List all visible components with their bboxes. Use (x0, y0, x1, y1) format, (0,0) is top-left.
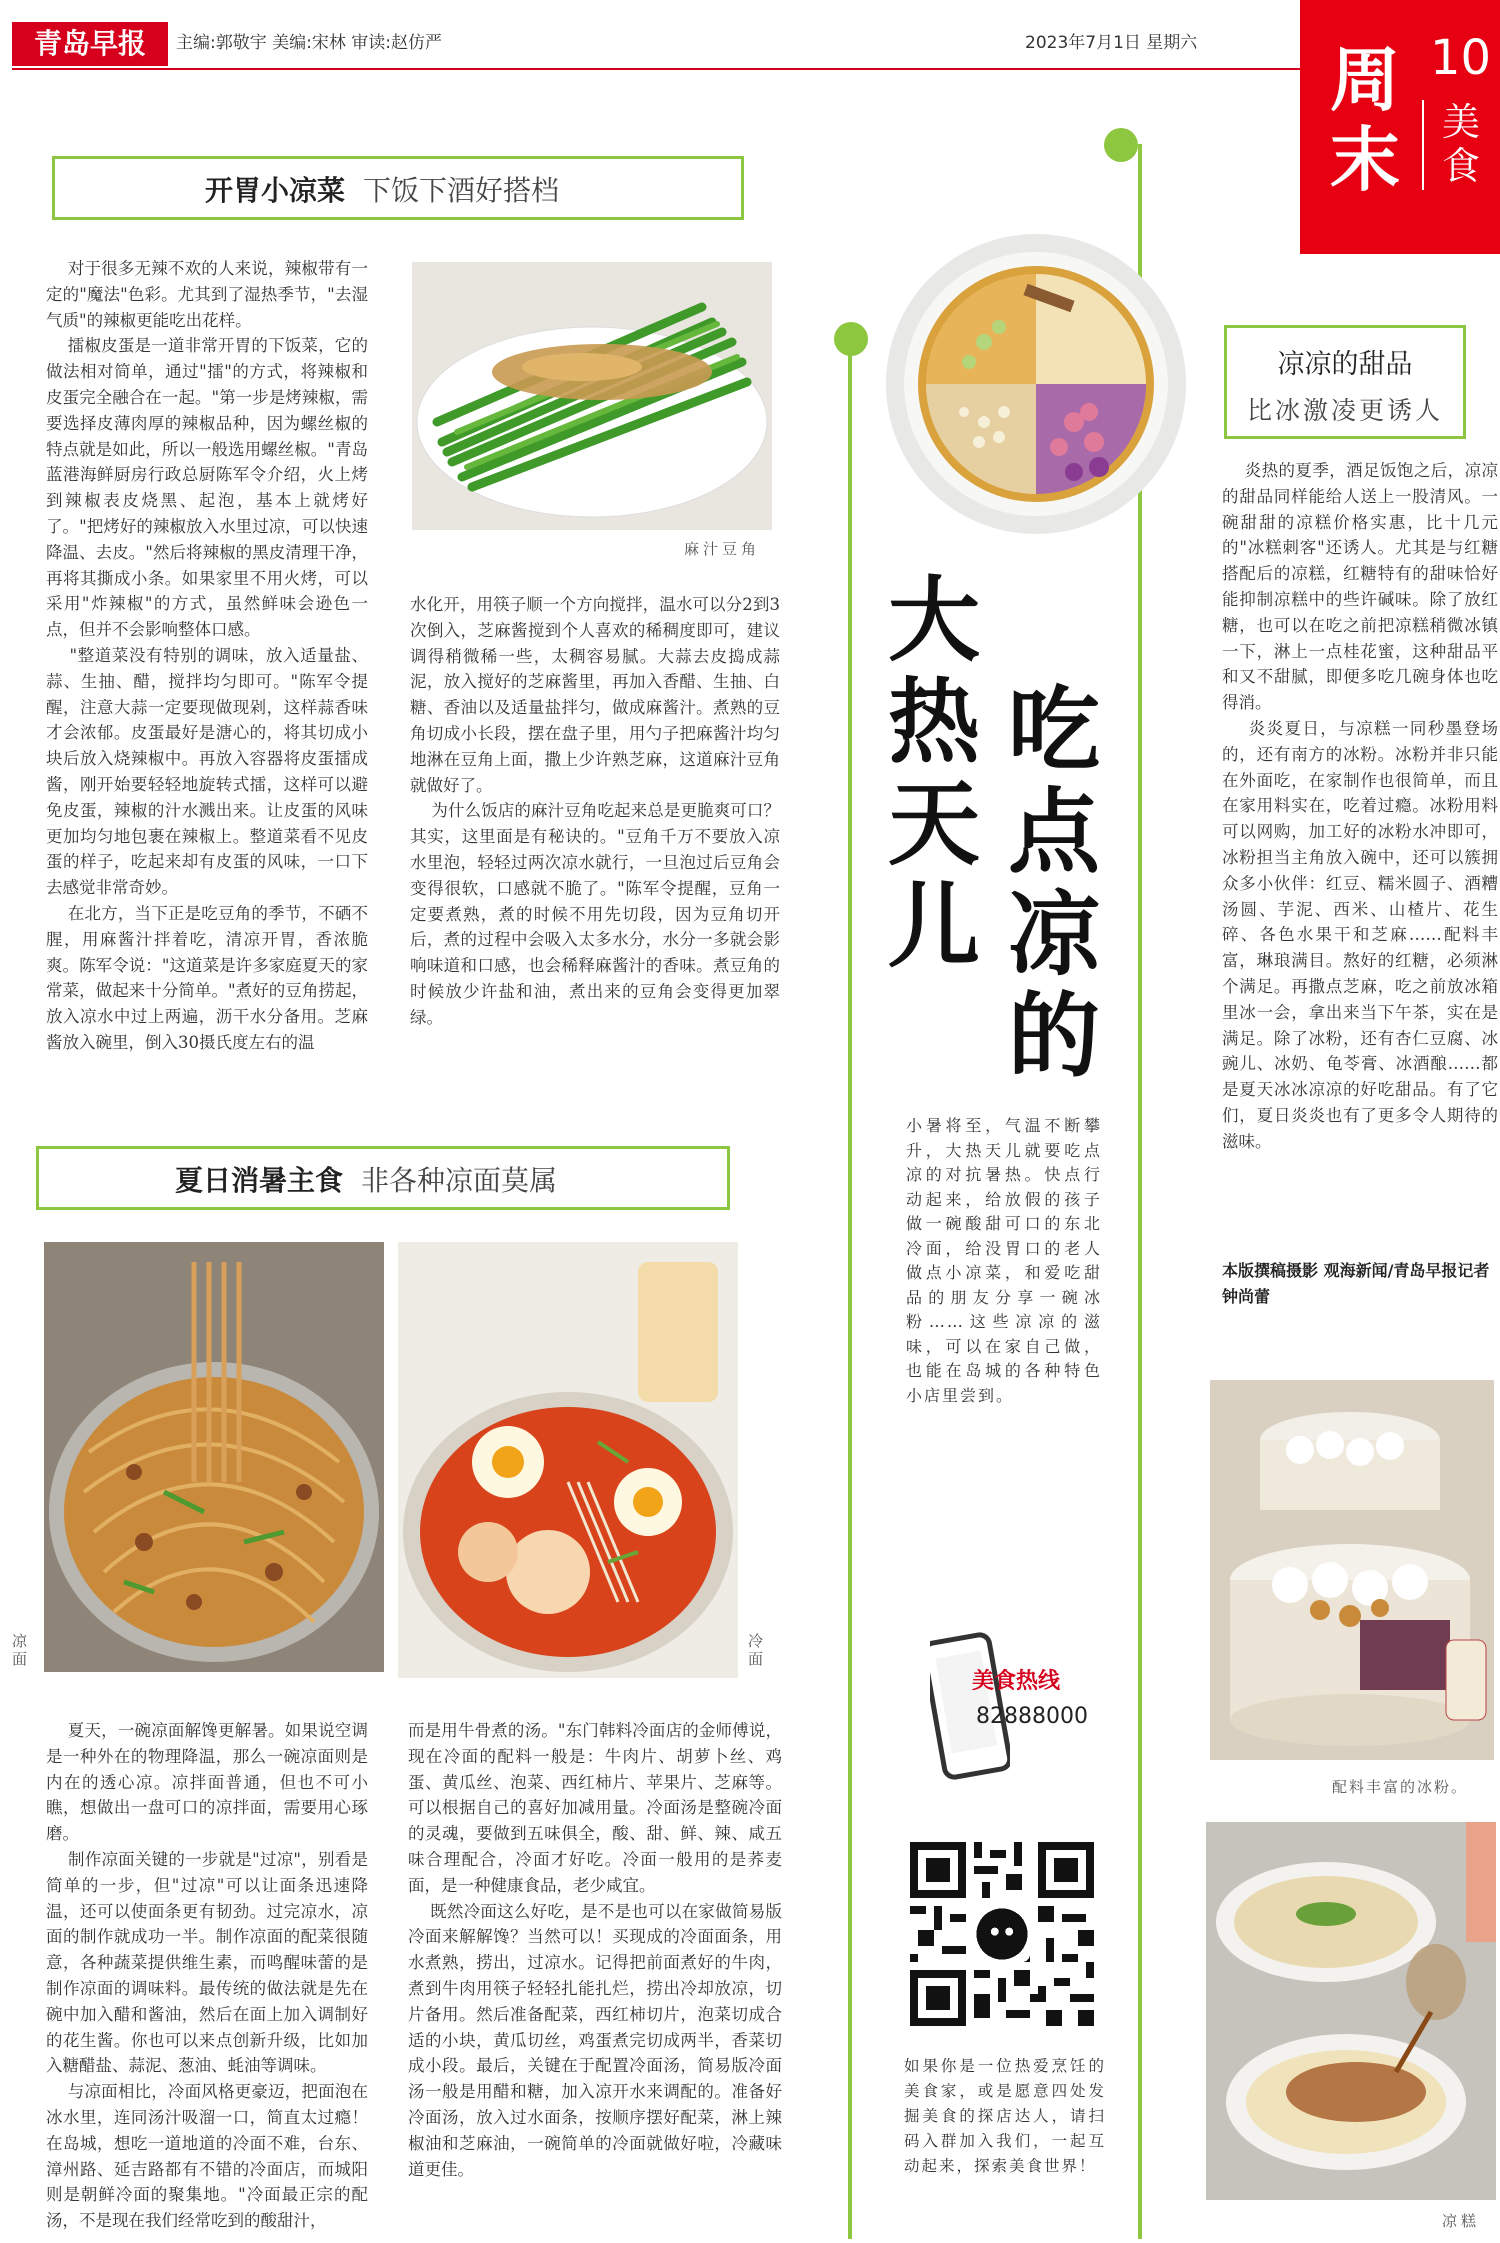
page-number: 10 (1430, 30, 1492, 86)
section3-body: 炎热的夏季，酒足饭饱之后，凉凉的甜品同样能给人送上一股清风。一碗甜甜的凉糕价格实惠，比十几元的"冰糕刺客"还诱人。尤其是与红糖搭配后的凉糕，红糖特有的甜味恰好能抑制凉糕中的些许碱味。除了放红糖，也可以在吃之前把凉糕稍微冰镇一下，淋上一点桂花蜜，这种甜品平和又不甜腻，即便多吃几碗身体也吃得消。 炎炎夏日，与凉糕一同秒墨登场的，还有南方的冰粉。冰粉并非只能在外面吃，在家制作也很简单，而且在家用料实在，吃着过瘾。冰粉用料可以网购，加工好的冰粉水冲即可，冰粉担当主角放入碗中，还可以簇拥众多小伙伴：红豆、糯米圆子、酒糟汤圆、芋泥、西米、山楂片、花生碎、各色水果干和芝麻……配料丰富，琳琅满目。熬好的红糖，必须淋个满足。再撒点芝麻，吃之前放冰箱里冰一会，拿出来当下午茶，实在是满足。除了冰粉，还有杏仁豆腐、冰豌儿、冰奶、龟苓膏、冰酒酿……都是夏天冰冰凉凉的好吃甜品。有了它们，夏日炎炎也有了更多令人期待的滋味。 (1222, 461, 1498, 1151)
green-vertical-rule-left (848, 336, 852, 2239)
section2-column-1: 夏天，一碗凉面解馋更解暑。如果说空调是一种外在的物理降温，那么一碗凉面则是内在的透心凉。凉拌面普通，但也不可小瞧，想做出一盘可口的凉拌面，需要用心琢磨。 制作凉面关键的一步就是"过凉"，别看是简单的一步，但"过凉"可以让面条迅速降温，还可以使面条更有韧劲。过完凉水，凉面的制作就成功一半。制作凉面的配菜很随意，各种蔬菜提供维生素，而鸣醒味蕾的是制作凉面的调味料。最传统的做法就是先在碗中加入醋和酱油，然后在面上加入调制好的花生酱。你也可以来点创新升级，比如加入糖醋盐、蒜泥、葱油、蚝油等调味。 与凉面相比，冷面风格更豪迈，把面泡在冰水里，连同汤汁吸溜一口，简直太过瘾！在岛城，想吃一道地道的冷面不难，台东、漳州路、延吉路都有不错的冷面店，而城阳则是朝鲜冷面的聚集地。"冷面最正宗的配汤，不是现在我们经常吃到的酸甜汁， (46, 1721, 368, 2231)
main-title-line-1: 大热天儿 (887, 567, 980, 980)
section3-subtitle: 比冰激凌更诱人 (1246, 396, 1443, 425)
section3-title: 凉凉的甜品 (1277, 349, 1413, 380)
korean-cold-noodles-illustration (398, 1242, 738, 1678)
liangao-illustration (1206, 1822, 1496, 2200)
dessert-bowl-photo (884, 232, 1188, 536)
section3-headline (1224, 325, 1466, 439)
section2-headline (36, 1146, 730, 1210)
cold-noodles-illustration (44, 1242, 384, 1672)
liangao-photo (1206, 1822, 1496, 2200)
reporter-credit: 本版撰稿摄影 观海新闻/青岛早报记者 钟尚蕾 (1222, 1261, 1490, 1306)
qr-code[interactable] (910, 1842, 1094, 2026)
green-dot-left (834, 322, 868, 356)
banner-divider (1422, 100, 1424, 190)
section2-subtitle: 非各种凉面莫属 (361, 1164, 558, 1197)
page-category: 美食 (1442, 100, 1481, 188)
editors-line: 主编:郭敬宇 美编:宋林 审读:赵仿严 (176, 33, 442, 53)
section1-title: 开胃小凉菜 (205, 174, 346, 207)
green-dot-top (1104, 128, 1138, 162)
bingfen-illustration (1210, 1380, 1494, 1760)
bingfen-photo (1210, 1380, 1494, 1760)
main-title-line-2: 吃点凉的 (1007, 677, 1100, 1090)
section1-subtitle: 下饭下酒好搭档 (363, 174, 560, 207)
cold-noodles-photo (44, 1242, 384, 1672)
section1-column-1: 对于很多无辣不欢的人来说，辣椒带有一定的"魔法"色彩。尤其到了湿热季节，"去湿气质"的辣椒更能吃出花样。 擂椒皮蛋是一道非常开胃的下饭菜，它的做法相对简单，通过"擂"的方式，将辣椒和皮蛋完全融合在一起。"第一步是烤辣椒，需要选择皮薄肉厚的辣椒品种，因为螺丝椒的特点就是如此，所以一般选用螺丝椒。"青岛蓝港海鲜厨房行政总厨陈军令介绍，火上烤到辣椒表皮烧黑、起泡，基本上就烤好了。"把烤好的辣椒放入水里过凉，可以快速降温、去皮。"然后将辣椒的黑皮清理干净，再将其撕成小条。如果家里不用火烤，可以采用"炸辣椒"的方式，虽然鲜味会逊色一点，但并不会影响整体口感。 "整道菜没有特别的调味，放入适量盐、蒜、生抽、醋，搅拌均匀即可。"陈军令提醒，注意大蒜一定要现做现剁，这样蒜香味才会浓郁。皮蛋最好是溏心的，将其切成小块后放入烧辣椒中。再放入容器将皮蛋擂成酱，刚开始要轻轻地旋转式擂，这样可以避免皮蛋，辣椒的汁水溅出来。让皮蛋的风味更加均匀地包裹在辣椒上。整道菜看不见皮蛋的样子，吃起来却有皮蛋的风味，一口下去感觉非常奇妙。 在北方，当下正是吃豆角的季节，不硒不腥，用麻酱汁拌着吃，清凉开胃，香浓脆爽。陈军令说："这道菜是许多家庭夏天的家常菜，做起来十分简单。"煮好的豆角捞起，放入凉水中过上两遍，沥干水分备用。芝麻酱放入碗里，倒入30摄氏度左右的温 (46, 259, 368, 1052)
section1-column-2: 水化开，用筷子顺一个方向搅拌，温水可以分2到3次倒入，芝麻酱搅到个人喜欢的稀稠度即可，建议调得稍微稀一些，太稠容易腻。大蒜去皮捣成蒜泥，放入搅好的芝麻酱里，再加入香醋、生抽、白糖、香油以及适量盐拌匀，做成麻酱汁。煮熟的豆角切成小长段，摆在盘子里，用勺子把麻酱汁均匀地淋在豆角上面，撒上少许熟芝麻，这道麻汁豆角就做好了。 为什么饭店的麻汁豆角吃起来总是更脆爽可口？其实，这里面是有秘诀的。"豆角千万不要放入凉水里泡，轻轻过两次凉水就行，一旦泡过后豆角会变得很软，口感就不脆了。"陈军令提醒，豆角一定要煮熟，煮的时候不用先切段，因为豆角切开后，煮的过程中会吸入太多水分，水分一多就会影响味道和口感，也会稀释麻酱汁的香味。煮豆角的时候放少许盐和油，煮出来的豆角会变得更加翠绿。 (410, 595, 780, 1027)
bingfen-caption: 配料丰富的冰粉。 (1332, 1778, 1469, 1796)
section1-headline (52, 156, 744, 220)
qr-note: 如果你是一位热爱烹饪的美食家，或是愿意四处发掘美食的探店达人，请扫码入群加入我们，一起互动起来，探索美食世界！ (904, 2057, 1106, 2175)
green-beans-photo (412, 262, 772, 530)
hotline-label: 美食热线 (972, 1669, 1061, 1694)
green-beans-caption: 麻汁豆角 (684, 540, 761, 558)
feature-intro: 小暑将至，气温不断攀升，大热天儿就要吃点凉的对抗暑热。快点行动起来，给放假的孩子做一碗酸甜可口的东北冷面，给没胃口的老人做点小凉菜，和爱吃甜品的朋友分享一碗冰粉……这些凉凉的滋味，可以在家自己做，也能在岛城的各种特色小店里尝到。 (906, 1116, 1102, 1405)
section-name: 周末 (1330, 39, 1400, 201)
issue-date: 2023年7月1日 星期六 (1025, 33, 1198, 53)
dessert-bowl-illustration (884, 232, 1188, 536)
korean-cold-noodles-photo (398, 1242, 738, 1678)
cold-noodles-caption: 凉面 (12, 1632, 28, 1668)
korean-noodles-caption: 冷面 (748, 1632, 764, 1668)
newspaper-logo: 青岛早报 (12, 22, 168, 66)
green-beans-illustration (412, 262, 772, 530)
header-rule (12, 68, 1302, 70)
section2-title: 夏日消暑主食 (175, 1164, 344, 1197)
hotline-number: 82888000 (976, 1704, 1088, 1729)
section-banner (1300, 0, 1500, 254)
liangao-caption: 凉糕 (1442, 2212, 1481, 2230)
section2-column-2: 而是用牛骨煮的汤。"东门韩料冷面店的金师傅说，现在冷面的配料一般是：牛肉片、胡萝卜丝、鸡蛋、黄瓜丝、泡菜、西红柿片、苹果片、芝麻等。可以根据自己的喜好加减用量。冷面汤是整碗冷面的灵魂，要做到五味俱全，酸、甜、鲜、辣、咸五味合理配合，冷面才好吃。冷面一般用的是荞麦面，是一种健康食品，老少咸宜。 既然冷面这么好吃，是不是也可以在家做简易版冷面来解解馋？当然可以！买现成的冷面面条，用水煮熟，捞出，过凉水。记得把前面煮好的牛肉，煮到牛肉用筷子轻轻扎能扎烂，捞出冷却放凉，切片备用。然后准备配菜，西红柿切片，泡菜切成合适的小块，黄瓜切丝，鸡蛋煮完切成两半，香菜切成小段。最后，关键在于配置冷面汤，简易版冷面汤一般是用醋和糖，加入凉开水来调配的。准备好冷面汤，放入过水面条，按顺序摆好配菜，淋上辣椒油和芝麻油，一碗简单的冷面就做好啦，冷藏味道更佳。 (408, 1721, 782, 2179)
